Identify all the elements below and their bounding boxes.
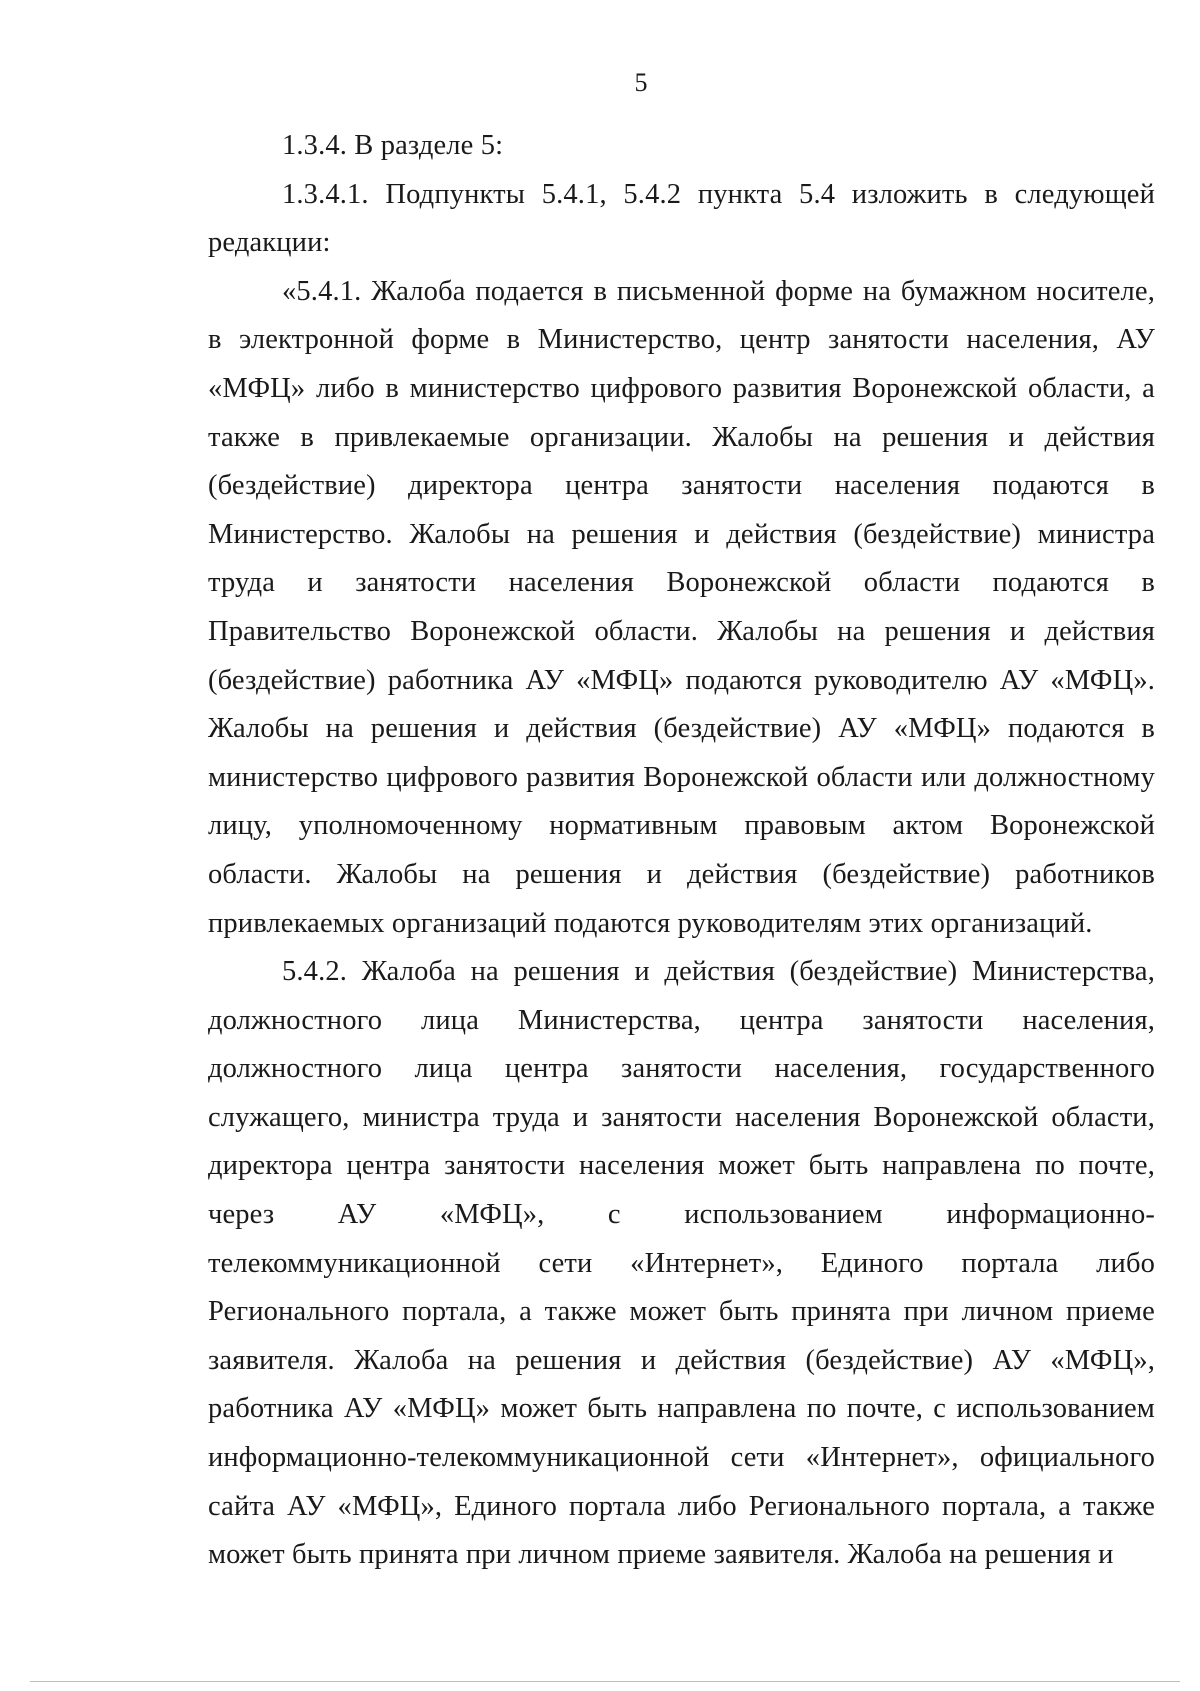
paragraph-subitem-intro: 1.3.4.1. Подпункты 5.4.1, 5.4.2 пункта 5.4 изложить в следующей редакции: [208,178,1155,259]
paragraph-5-4-2: 5.4.2. Жалоба на решения и действия (бездействие) Министерства, должностного лица Министерства, центра занятости населения, должностного лица центра занятости населения, государственного служащего, министра труда и занятости населения Воронежской области, директора центра занятости населения может быть направлена по почте, через АУ «МФЦ», с использованием информационно-телекоммуникационной сети «Интернет», Единого портала либо Регионального портала, а также может быть принята при личном приеме заявителя. Жалоба на решения и действия (бездействие) АУ «МФЦ», работника АУ «МФЦ» может быть направлена по почте, с использованием информационно-телекоммуникационной сети «Интернет», официального сайта АУ «МФЦ», Единого портала либо Регионального портала, а также может быть принята при личном приеме заявителя. Жалоба на решения и [208,956,1155,1571]
page-number: 5 [634,68,648,97]
page-bottom-edge [30,1681,1180,1682]
paragraph-5-4-1: «5.4.1. Жалоба подается в письменной форме на бумажном носителе, в электронной форме в Министерство, центр занятости населения, АУ «МФЦ» либо в министерство цифрового развития Воронежской области, а также в привлекаемые организации. Жалобы на решения и действия (бездействие) директора центра занятости населения подаются в Министерство. Жалобы на решения и действия (бездействие) министра труда и занятости населения Воронежской области подаются в Правительство Воронежской области. Жалобы на решения и действия (бездействие) работника АУ «МФЦ» подаются руководителю АУ «МФЦ». Жалобы на решения и действия (бездействие) АУ «МФЦ» подаются в министерство цифрового развития Воронежской области или должностному лицу, уполномоченному нормативным правовым актом Воронежской области. Жалобы на решения и действия (бездействие) работников привлекаемых организаций подаются руководителям этих организаций. [208,275,1155,939]
section-heading: 1.3.4. В разделе 5: [282,130,504,161]
document-body [208,122,1155,1580]
